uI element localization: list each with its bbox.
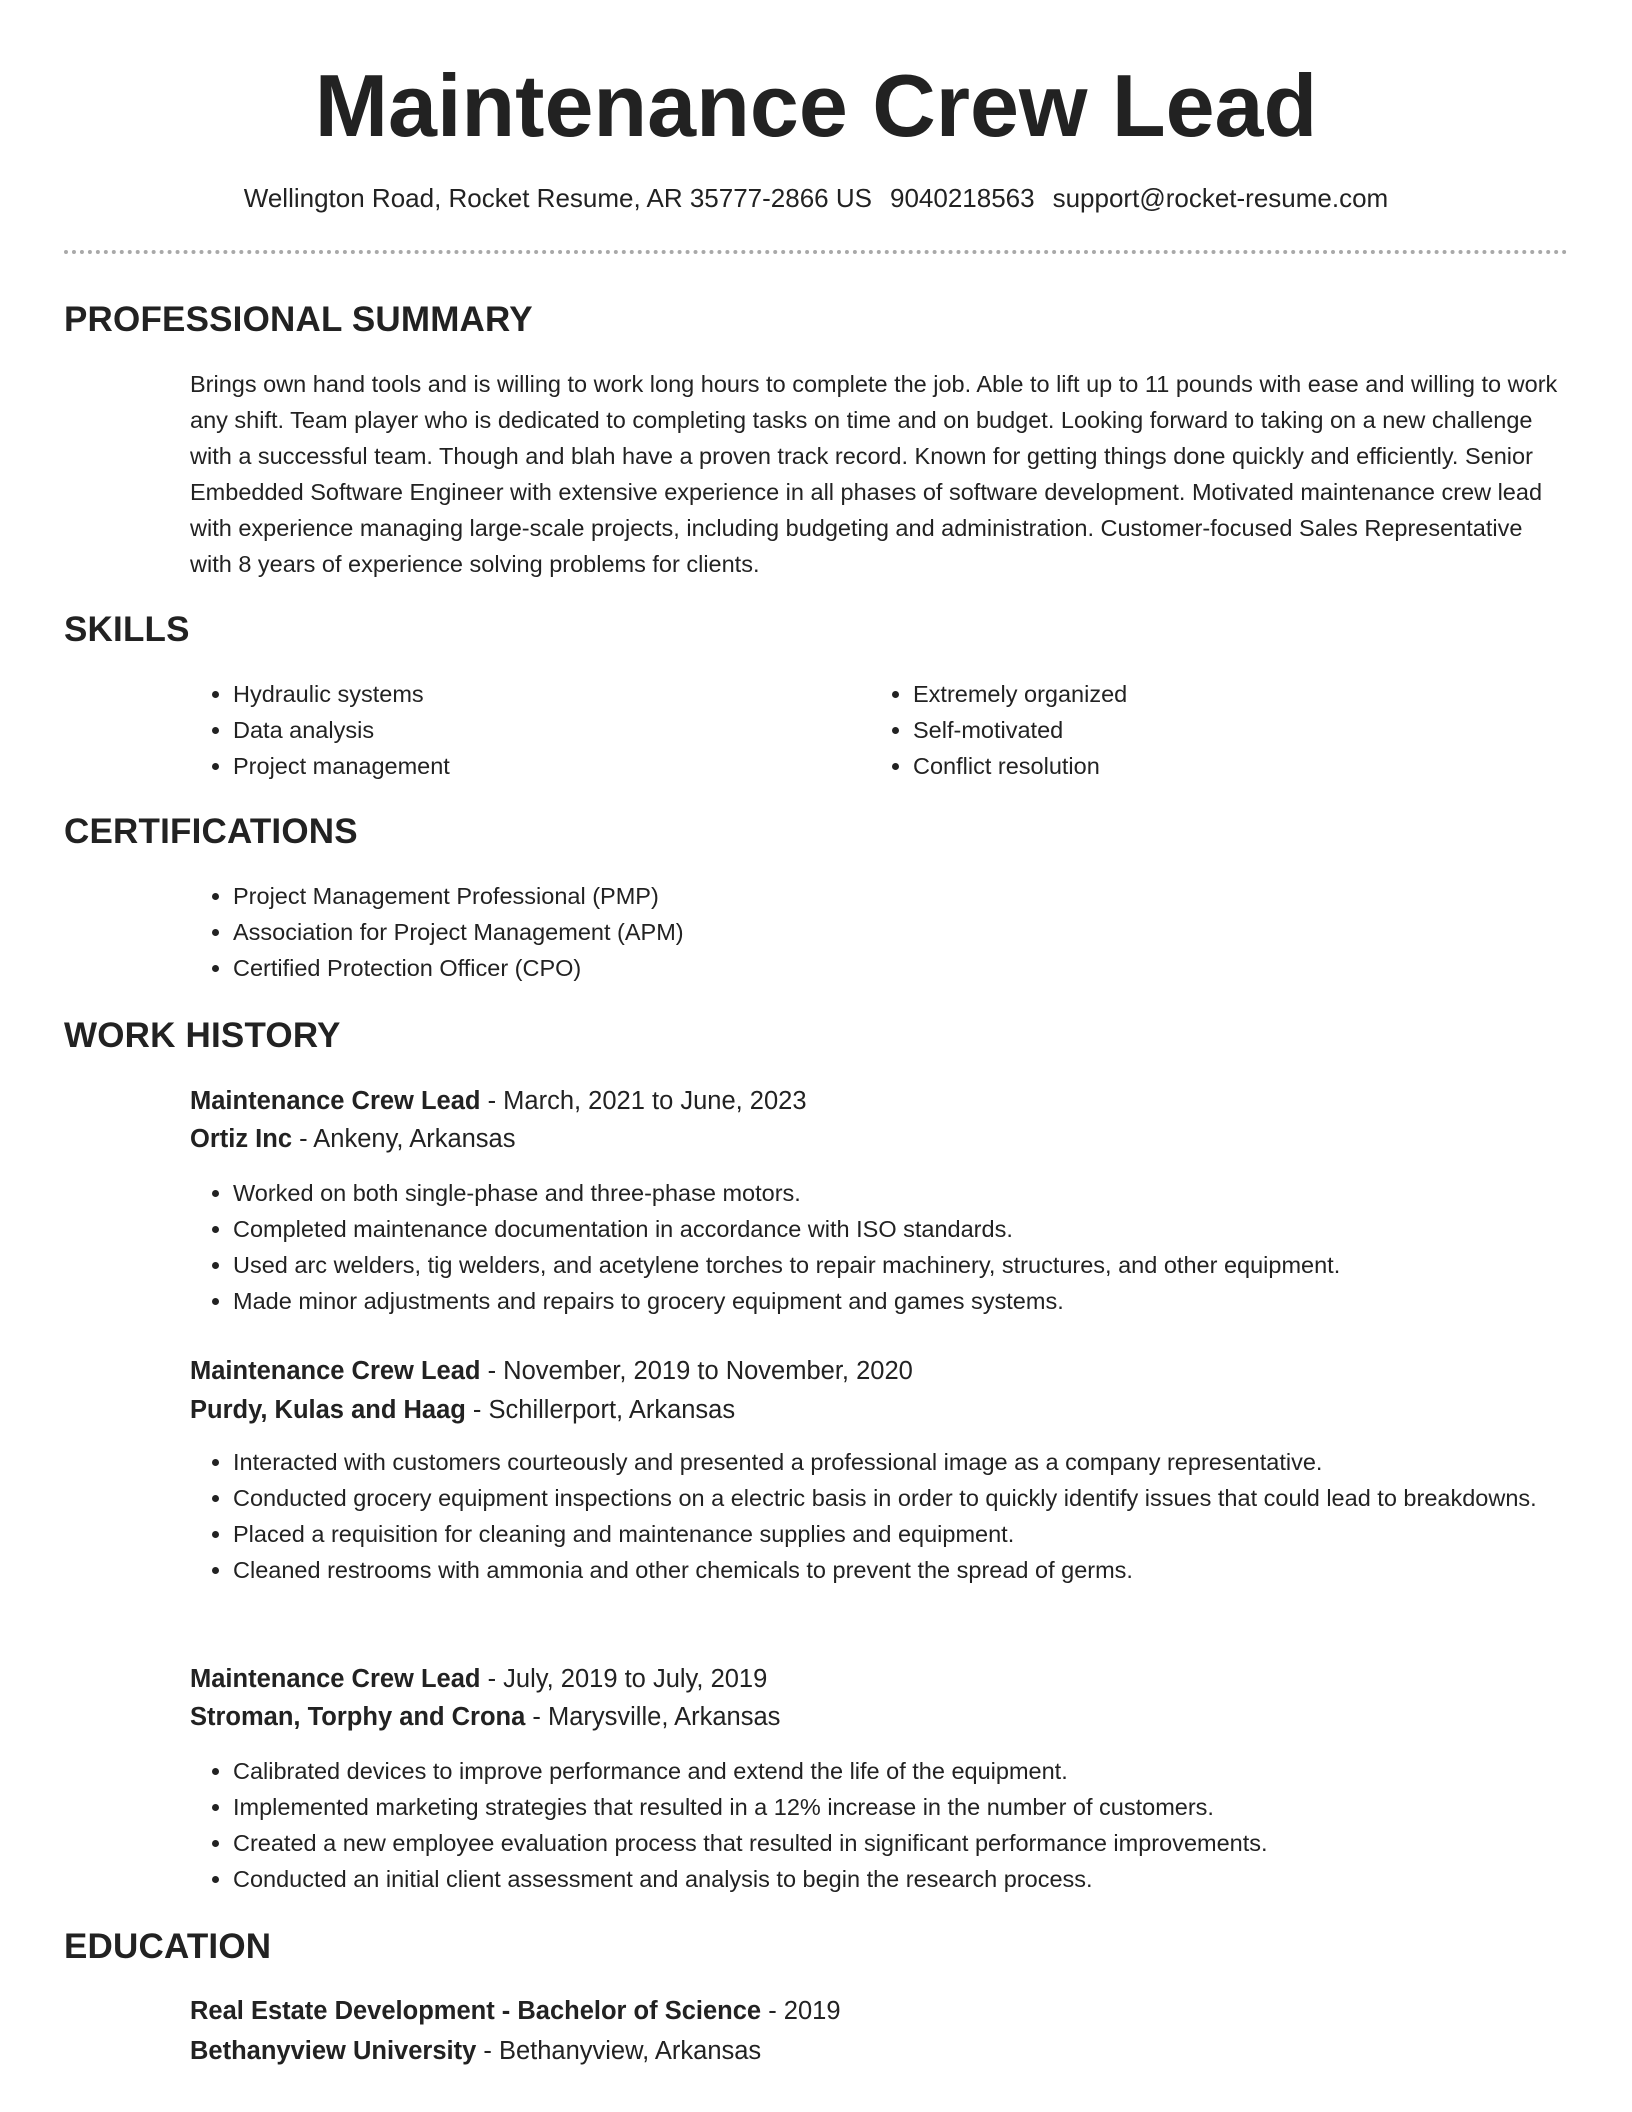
skills-heading: SKILLS (64, 610, 190, 649)
job-bullet: • Calibrated devices to improve performance and extend the life of the equipment. (233, 1753, 1563, 1789)
skill-item: • Project management (233, 748, 853, 784)
certification-item: • Project Management Professional (PMP) (233, 878, 1563, 914)
job-title-line (190, 1661, 1570, 1697)
candidate-name: Maintenance Crew Lead (314, 56, 1318, 155)
job-bullets (189, 1175, 1563, 1319)
education-degree: Real Estate Development - Bachelor of Science (190, 1997, 762, 2025)
job-bullets (189, 1444, 1563, 1588)
job-bullet: • Completed maintenance documentation in accordance with ISO standards. (233, 1211, 1563, 1247)
job-location: - Marysville, Arkansas (525, 1703, 781, 1731)
job-bullet: • Conducted an initial client assessment and analysis to begin the research process. (233, 1861, 1563, 1897)
skill-item: • Hydraulic systems (233, 676, 853, 712)
certification-item: • Certified Protection Officer (CPO) (233, 950, 1563, 986)
job-title-line (190, 1083, 1570, 1119)
summary-heading: PROFESSIONAL SUMMARY (64, 300, 533, 339)
header-divider (64, 250, 1568, 254)
job-location: - Ankeny, Arkansas (292, 1125, 516, 1153)
job-bullet: • Implemented marketing strategies that resulted in a 12% increase in the number of customers. (233, 1789, 1563, 1825)
job-dates: - July, 2019 to July, 2019 (480, 1665, 768, 1693)
job-bullet: • Worked on both single-phase and three-phase motors. (233, 1175, 1563, 1211)
job-location: - Schillerport, Arkansas (465, 1396, 736, 1424)
education-school-line (190, 2033, 1570, 2069)
summary-text: Brings own hand tools and is willing to work long hours to complete the job. Able to lift up to 11 pounds with ease and willing to work any shift. Team player who is dedicated to completing tasks on time and on budget. Looking forward to taking on a new challenge with a successful team. Though and blah have a proven track record. Known for getting things done quickly and efficiently. Senior Embedded Software Engineer with extensive experience in all phases of software development. Motivated maintenance crew lead with experience managing large-scale projects, including budgeting and administration. Customer-focused Sales Representative with 8 years of experience solving problems for clients. (190, 371, 1558, 577)
work-history-heading: WORK HISTORY (64, 1016, 341, 1055)
job-company-line (190, 1121, 1570, 1157)
job-bullet: • Used arc welders, tig welders, and acetylene torches to repair machinery, structures, and other equipment. (233, 1247, 1563, 1283)
job-bullet: • Created a new employee evaluation process that resulted in significant performance improvements. (233, 1825, 1563, 1861)
job-company: Purdy, Kulas and Haag (190, 1396, 466, 1424)
skills-list-right (869, 676, 1533, 784)
education-heading: EDUCATION (64, 1927, 272, 1966)
job-bullet: • Conducted grocery equipment inspections on a electric basis in order to quickly identify issues that could lead to breakdowns. (233, 1480, 1563, 1516)
certification-item: • Association for Project Management (APM) (233, 914, 1563, 950)
skills-list-left (189, 676, 853, 784)
education-degree-line (190, 1993, 1570, 2029)
job-dates: - March, 2021 to June, 2023 (480, 1087, 807, 1115)
education-school: Bethanyview University (190, 2037, 477, 2065)
job-company: Stroman, Torphy and Crona (190, 1703, 526, 1731)
job-dates: - November, 2019 to November, 2020 (480, 1357, 913, 1385)
job-company-line (190, 1392, 1570, 1428)
job-bullet: • Placed a requisition for cleaning and maintenance supplies and equipment. (233, 1516, 1563, 1552)
address: Wellington Road, Rocket Resume, AR 35777-2866 US (243, 183, 872, 213)
certifications-list (189, 878, 1563, 986)
skill-item: • Self-motivated (913, 712, 1533, 748)
job-company: Ortiz Inc (190, 1125, 293, 1153)
job-title-line (190, 1353, 1570, 1389)
phone: 9040218563 (889, 183, 1035, 213)
job-bullet: • Interacted with customers courteously and presented a professional image as a company representative. (233, 1444, 1563, 1480)
job-company-line (190, 1699, 1570, 1735)
email: support@rocket-resume.com (1052, 183, 1389, 213)
certifications-heading: CERTIFICATIONS (64, 812, 358, 851)
contact-line (0, 180, 1632, 216)
education-location: - Bethanyview, Arkansas (476, 2037, 762, 2065)
job-title: Maintenance Crew Lead (190, 1665, 481, 1693)
job-title: Maintenance Crew Lead (190, 1357, 481, 1385)
education-year: - 2019 (761, 1997, 841, 2025)
job-title: Maintenance Crew Lead (190, 1087, 481, 1115)
job-bullet: • Made minor adjustments and repairs to grocery equipment and games systems. (233, 1283, 1563, 1319)
job-bullets (189, 1753, 1563, 1897)
job-bullet: • Cleaned restrooms with ammonia and other chemicals to prevent the spread of germs. (233, 1552, 1563, 1588)
skill-item: • Extremely organized (913, 676, 1533, 712)
skill-item: • Data analysis (233, 712, 853, 748)
skill-item: • Conflict resolution (913, 748, 1533, 784)
